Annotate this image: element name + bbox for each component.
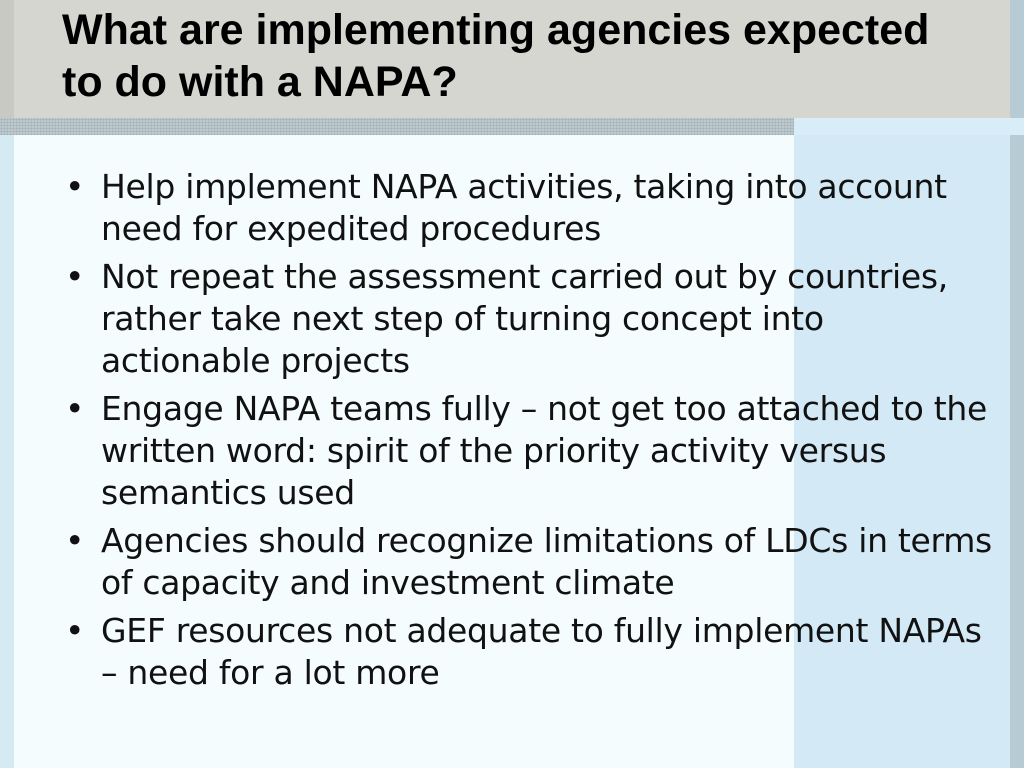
bullet-marker: •	[65, 521, 85, 560]
bullet-item	[64, 520, 994, 604]
bullet-item	[64, 388, 994, 514]
bullet-marker: •	[65, 167, 85, 206]
bullet-item	[64, 256, 994, 382]
right-accent-panel-top	[794, 118, 1024, 135]
bullet-text: Engage NAPA teams fully – not get too attached to the written word: spirit of the priority activity versus semantics used	[101, 389, 987, 512]
bullet-text: Agencies should recognize limitations of LDCs in terms of capacity and investment climate	[101, 521, 992, 602]
slide-title: What are implementing agencies expected to do with a NAPA?	[62, 6, 930, 106]
bullet-text: Not repeat the assessment carried out by countries, rather take next step of turning concept into actionable projects	[101, 257, 948, 380]
bullet-item	[64, 166, 994, 250]
bullet-marker: •	[65, 389, 85, 428]
bullet-text: Help implement NAPA activities, taking into account need for expedited procedures	[101, 167, 947, 248]
left-edge-strip-lower	[0, 135, 14, 768]
bullet-text: GEF resources not adequate to fully implement NAPAs – need for a lot more	[101, 611, 982, 692]
bullet-marker: •	[65, 257, 85, 296]
bullet-item	[64, 610, 994, 694]
right-edge-strip	[1010, 0, 1024, 768]
bullet-list	[64, 166, 994, 700]
bullet-marker: •	[65, 611, 85, 650]
